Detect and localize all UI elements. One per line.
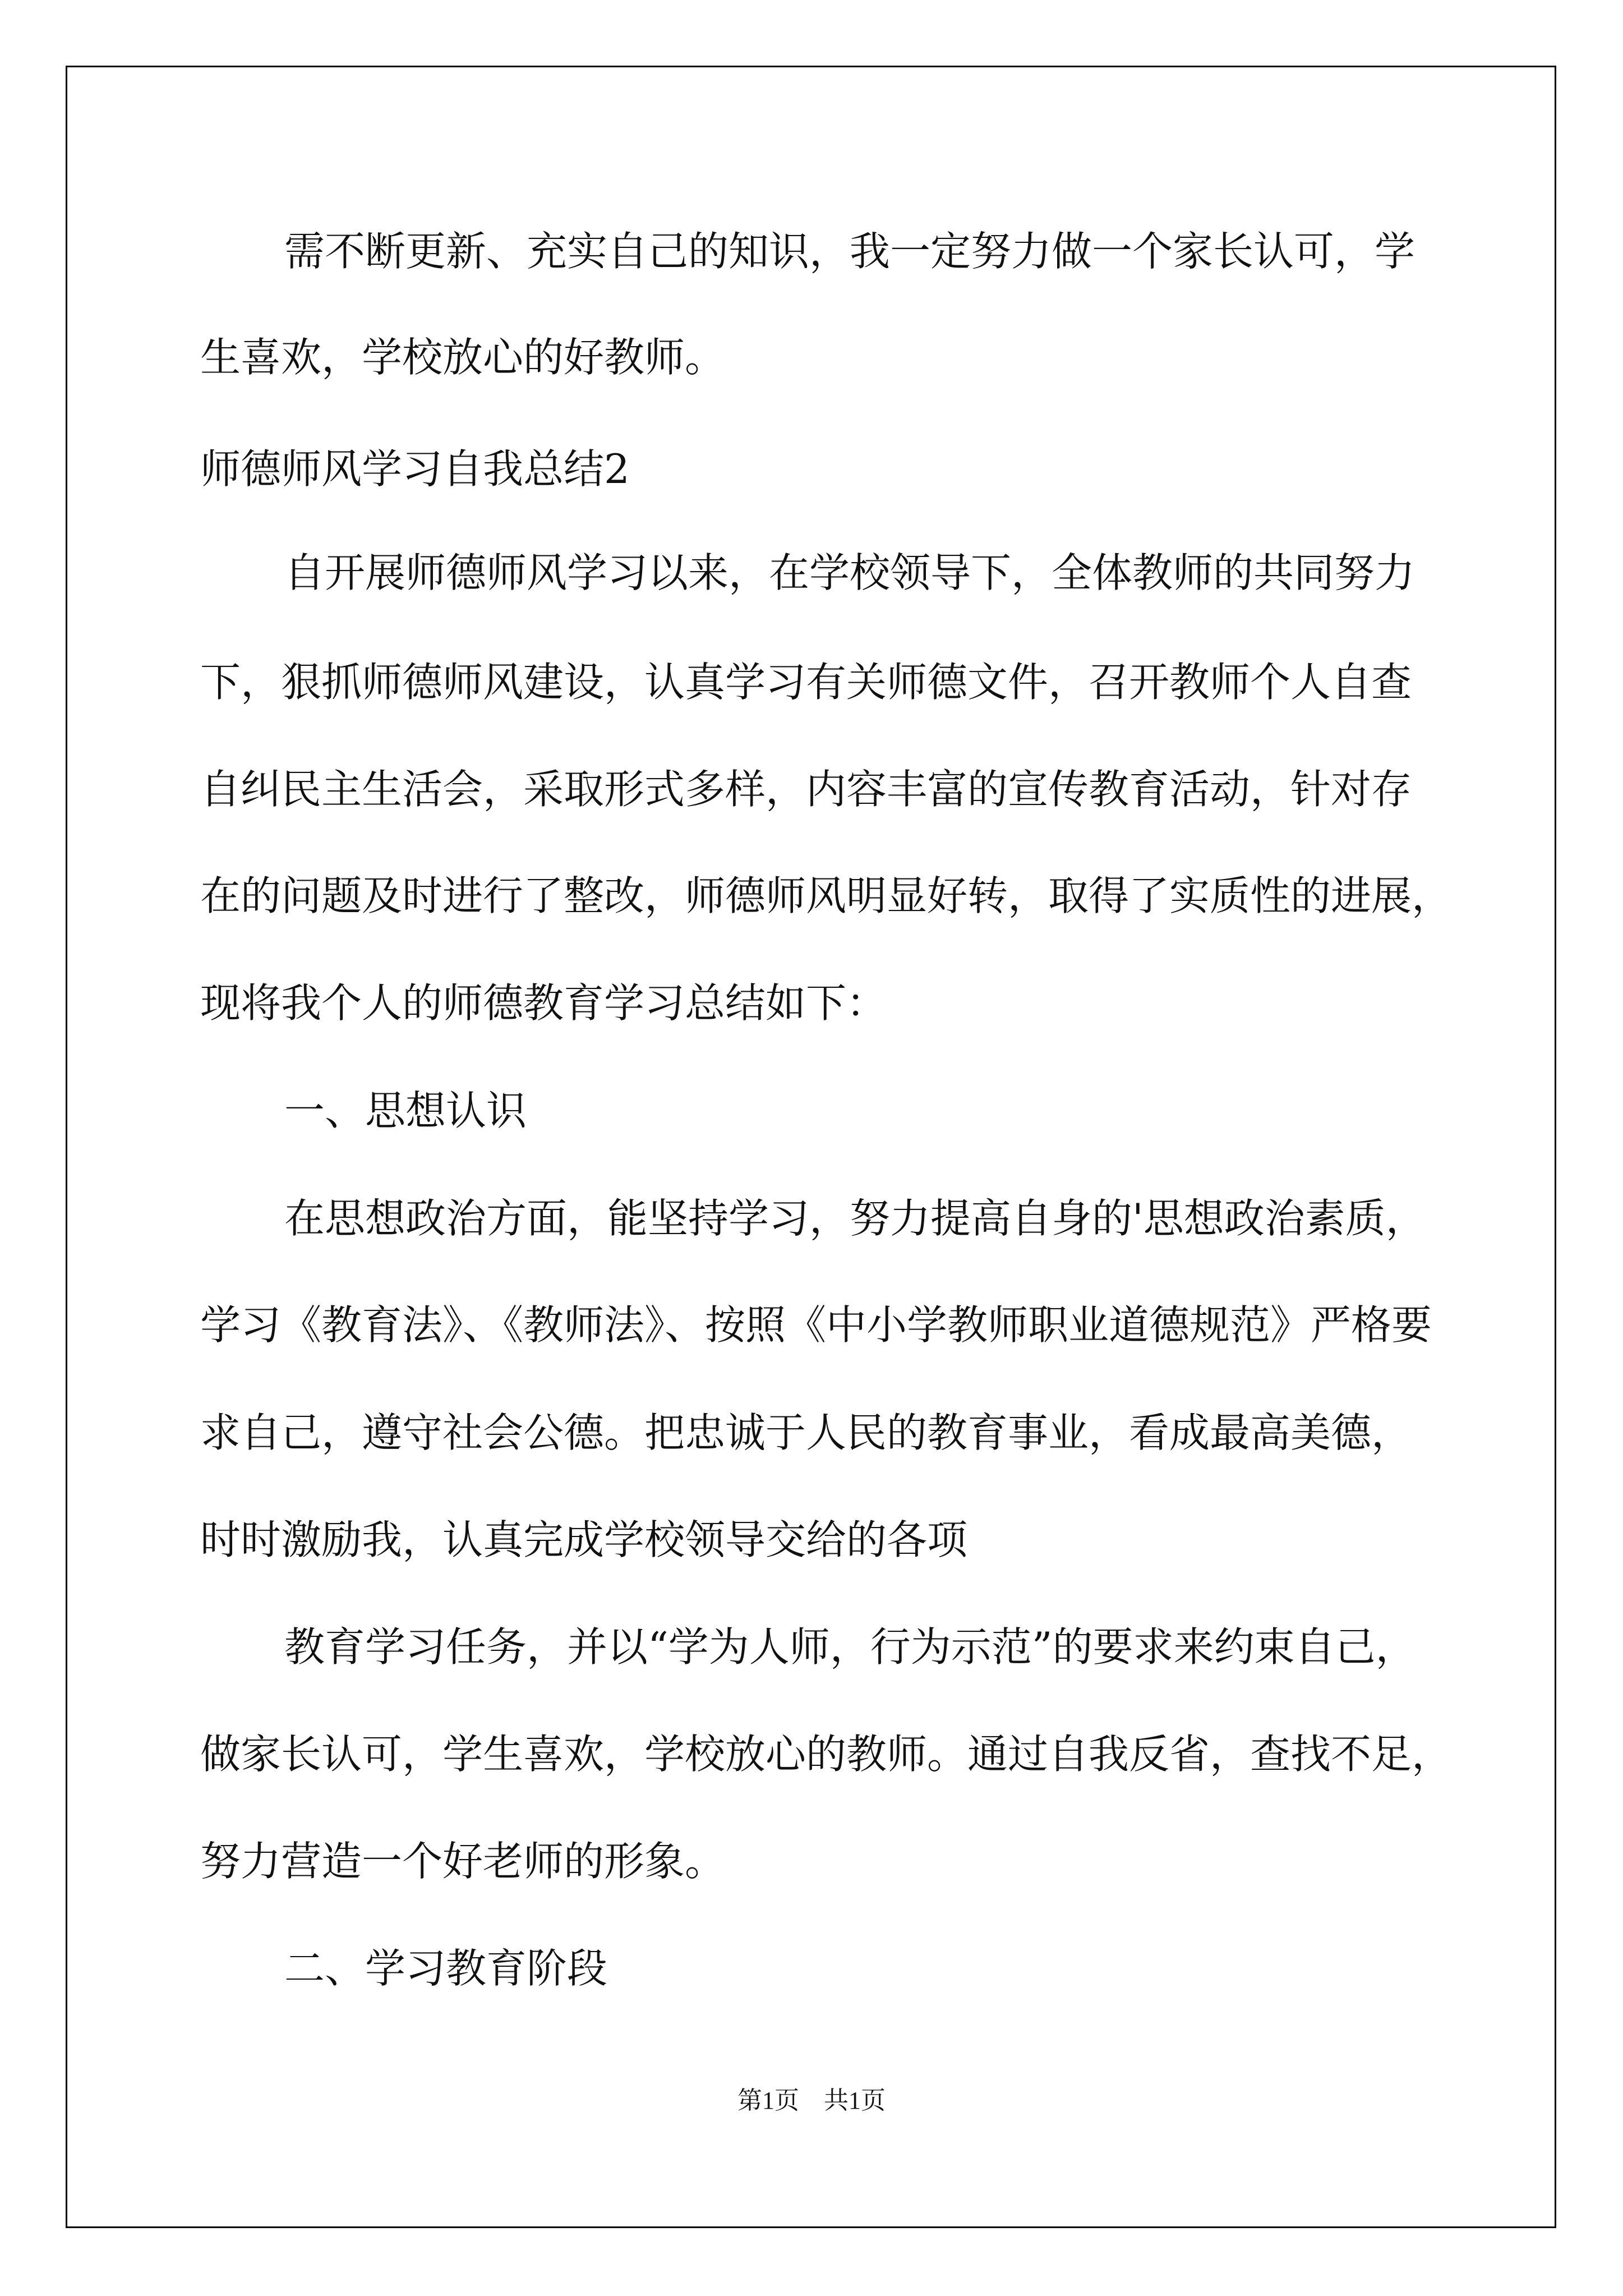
body-paragraph-line: 时时激励我，认真完成学校领导交给的各项	[200, 1516, 968, 1563]
subsection-heading: 二、学习教育阶段	[284, 1945, 608, 1992]
body-paragraph-line: 求自己，遵守社会公德。把忠诚于人民的教育事业，看成最高美德，	[200, 1409, 1412, 1456]
body-paragraph-line: 生喜欢，学校放心的好教师。	[200, 334, 726, 381]
body-paragraph-line: 学习《教育法》、《教师法》、按照《中小学教师职业道德规范》严格要	[200, 1301, 1432, 1349]
body-paragraph-line: 在的问题及时进行了整改，师德师风明显好转，取得了实质性的进展，	[200, 872, 1453, 919]
body-paragraph-line: 下，狠抓师德师风建设，认真学习有关师德文件，召开教师个人自查	[200, 659, 1412, 706]
body-paragraph-line: 现将我个人的师德教育学习总结如下：	[200, 979, 887, 1027]
page-border	[66, 66, 1556, 2228]
body-paragraph-line: 自纠民主生活会，采取形式多样，内容丰富的宣传教育活动，针对存	[200, 766, 1412, 813]
section-title: 师德师风学习自我总结2	[200, 445, 630, 493]
body-paragraph-line: 努力营造一个好老师的形象。	[200, 1838, 726, 1885]
body-paragraph-line: 需不断更新、充实自己的知识，我一定努力做一个家长认可，学	[284, 228, 1415, 275]
subsection-heading: 一、思想认识	[284, 1087, 527, 1134]
body-paragraph-line: 自开展师德师风学习以来，在学校领导下，全体教师的共同努力	[284, 549, 1415, 596]
body-paragraph-line: 在思想政治方面，能坚持学习，努力提高自身的'思想政治素质，	[284, 1195, 1426, 1242]
page-footer: 第1页 共1页	[737, 2087, 886, 2114]
body-paragraph-line: 教育学习任务，并以“学为人师，行为示范”的要求来约束自己，	[284, 1623, 1416, 1671]
body-paragraph-line: 做家长认可，学生喜欢，学校放心的教师。通过自我反省，查找不足，	[200, 1731, 1453, 1778]
